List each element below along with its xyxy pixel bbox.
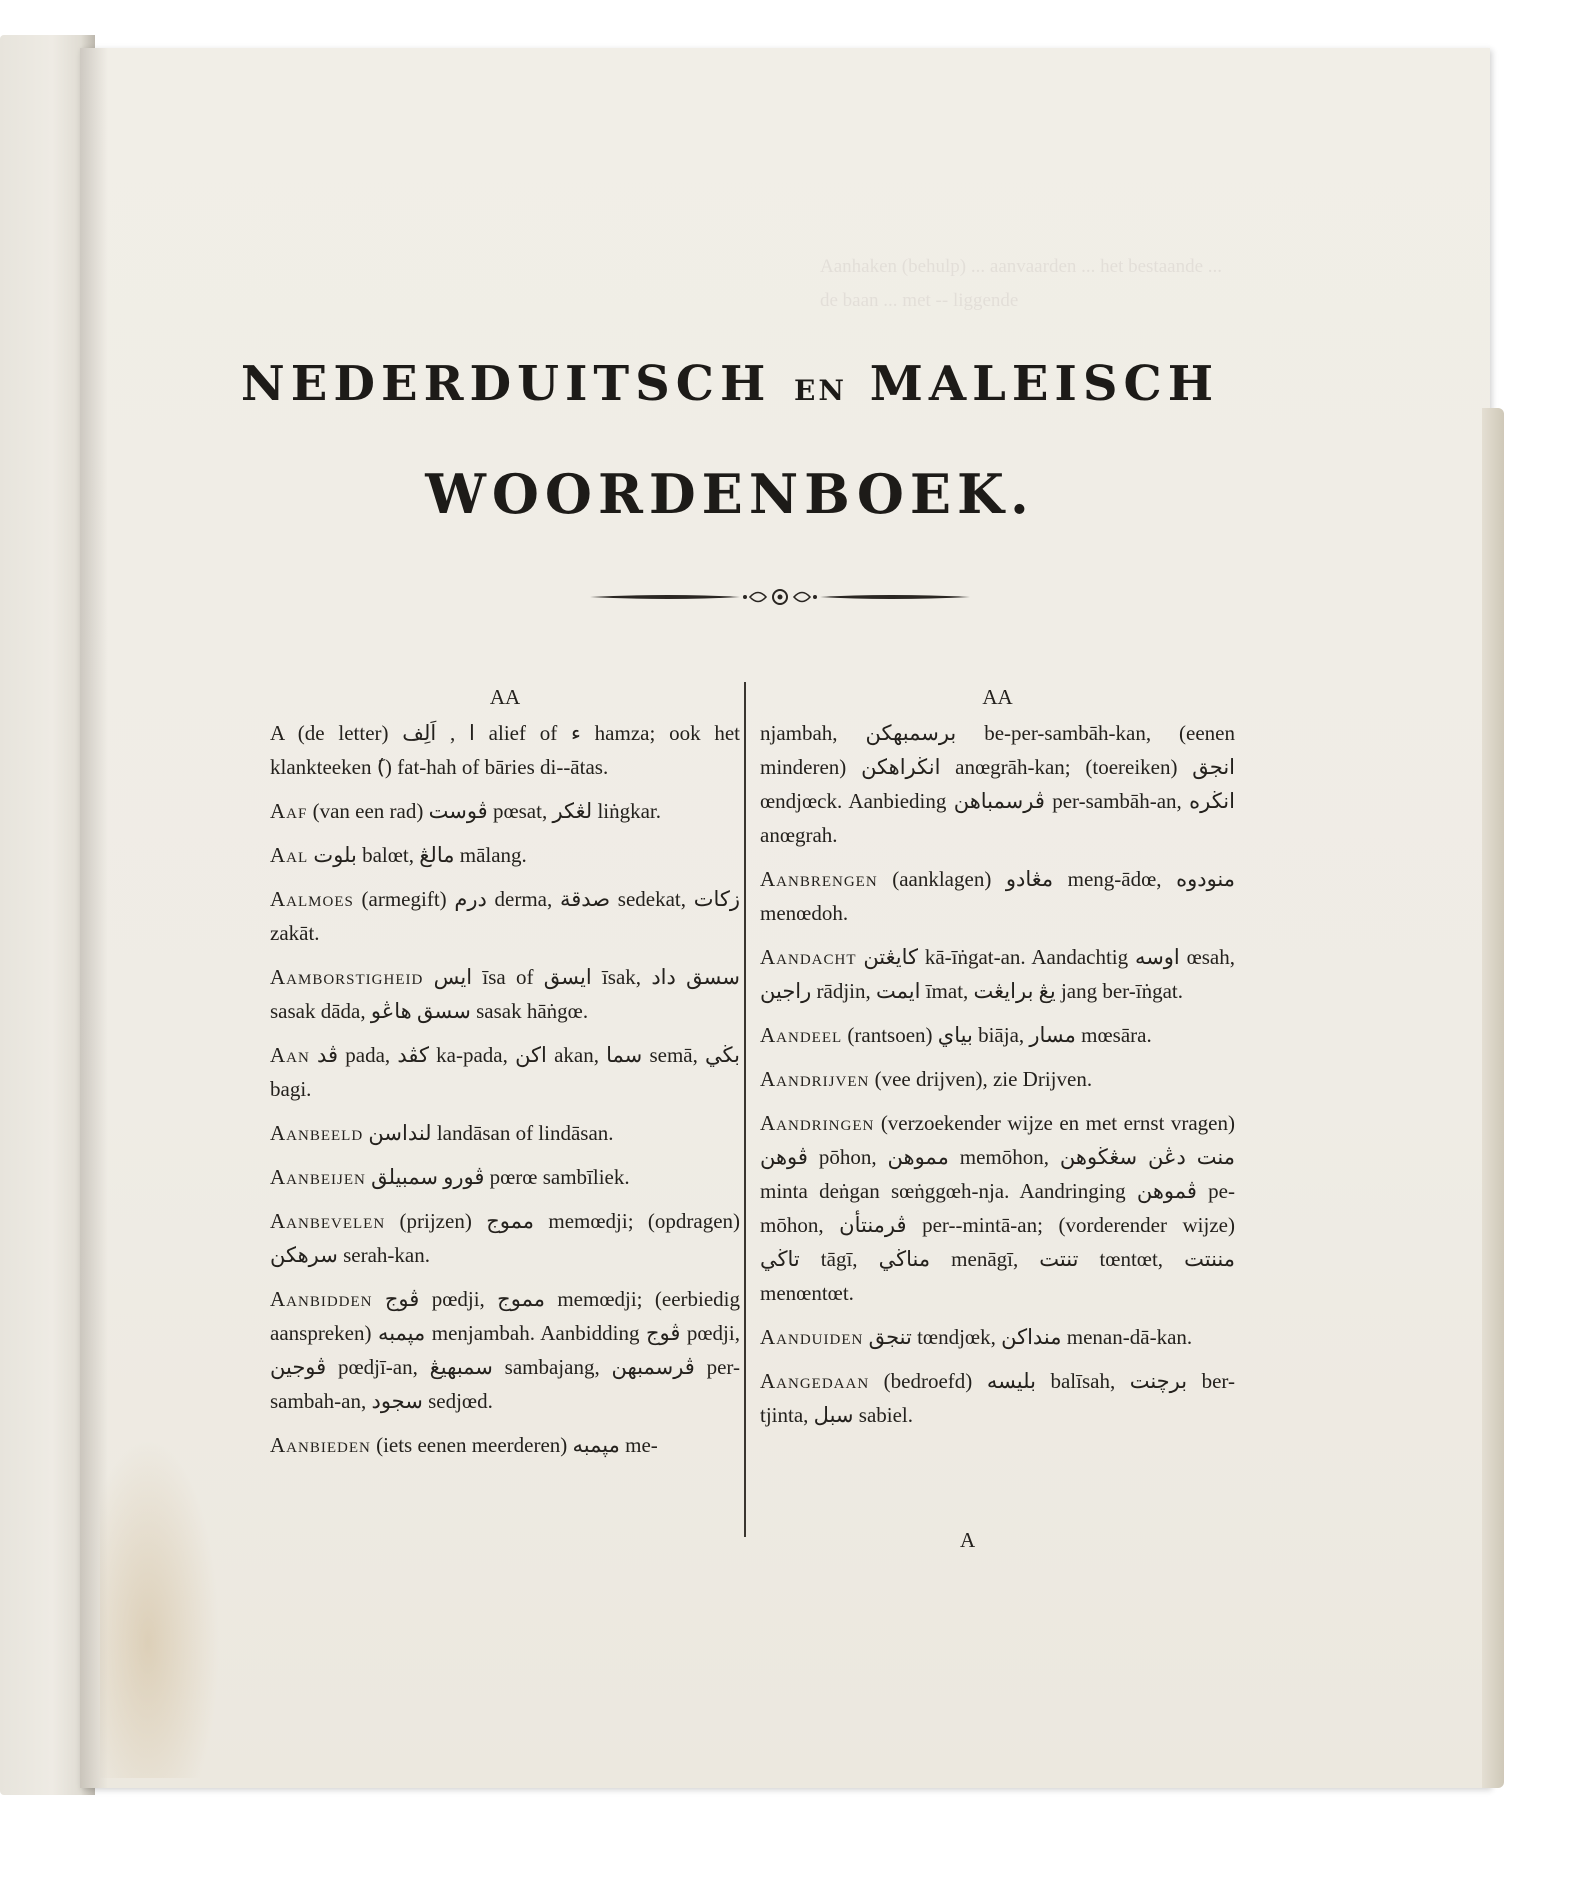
entry-text: (van een rad) ڤوست pœsat, لڠكر liṅgkar. [312, 799, 662, 823]
entry-text: (bedroefd) بليسه balīsah, برچنت ber-tjinta, سبل sabiel. [760, 1369, 1235, 1427]
entry-headword: Aanbeijen [270, 1165, 366, 1189]
entry-headword: Aangedaan [760, 1369, 870, 1393]
dictionary-entry [760, 940, 1235, 1008]
show-through-text: Aanhaken (behulp) ... aanvaarden ... het bestaande ... de baan ... met -- liggende [820, 256, 1222, 311]
entry-headword: Aan [270, 1043, 310, 1067]
column-header-left: AA [489, 685, 521, 709]
dictionary-entry [270, 1428, 740, 1462]
entry-headword: Aalmoes [270, 887, 354, 911]
entry-headword: Aanbieden [270, 1433, 371, 1457]
right-column [760, 680, 1235, 1442]
entry-headword: Aaf [270, 799, 308, 823]
entry-headword: Aandacht [760, 945, 857, 969]
dictionary-entry [760, 1364, 1235, 1432]
entry-text: (aanklagen) مڠادو meng-ādœ, منودوه menœdoh. [760, 867, 1236, 925]
entry-headword: Aandeel [760, 1023, 843, 1047]
entry-headword: Aanduiden [760, 1325, 864, 1349]
entry-text: بلوت balœt, مالڠ mālang. [313, 843, 527, 867]
title-word-nederduitsch: NEDERDUITSCH [240, 356, 772, 412]
entry-headword: Aanbevelen [270, 1209, 386, 1233]
entry-text: ڤوج pœdji, مموج memœdji; (eerbiedig aanspreken) مپمبه menjambah. Aanbidding ڤوج pœdji, ڤوجين pœdjī-an, سمبهيڠ sambajang, ڤرسمبهن per-sambah-an, سجود sedjœd. [270, 1287, 741, 1413]
title-line-1 [190, 356, 1270, 412]
page-fore-edge [1482, 408, 1504, 1788]
entry-headword: Aandringen [760, 1111, 875, 1135]
entry-text: لنداسن landāsan of lindāsan. [368, 1121, 614, 1145]
title-word-en: EN [794, 374, 847, 407]
dictionary-entry [270, 1282, 740, 1418]
entry-headword: Aandrijven [760, 1067, 870, 1091]
entry-headword: Aal [270, 843, 309, 867]
dictionary-entry [270, 1204, 740, 1272]
title-line-2: WOORDENBOEK. [425, 462, 1035, 526]
entry-text: njambah, برسمبهکن be-per-sambāh-kan, (eenen minderen) انڬراهکن anœgrāh-kan; (toereiken) انجق œndjœck. Aanbieding ڤرسمباهن per-sambāh-an, انڬره anœgrah. [760, 721, 1236, 847]
entry-text: (prijzen) مموج memœdji; (opdragen) سرهکن serah-kan. [270, 1209, 741, 1267]
entry-text: (rantsoen) بياي biāja, مسار mœsāra. [847, 1023, 1152, 1047]
entry-text: (iets eenen meerderen) مپمبه me- [376, 1433, 658, 1457]
signature-mark: A [960, 1528, 976, 1552]
dictionary-entry [760, 862, 1235, 930]
entry-headword: Aamborstigheid [270, 965, 424, 989]
dictionary-entry [270, 1038, 740, 1106]
entry-text: ڤد pada, کڤد ka-pada, اکن akan, سما semā, بڬي bagi. [270, 1043, 740, 1101]
entry-text: (verzoekender wijze en met ernst vragen) ڤوهن pōhon, مموهن memōhon, منت دڠن سڠڬوهن minta deṅgan sœṅggœh-nja. Aandringing ڤموهن pe-mōhon, ڤرمنتأن per--mintā-an; (vorderender wijze) تاڬي tāgī, مناڬي menāgī, تنتت tœntœt, مننتت menœntœt. [760, 1111, 1236, 1305]
dictionary-entry [760, 716, 1235, 852]
column-header-right: AA [982, 685, 1013, 709]
entry-headword: Aanbrengen [760, 867, 878, 891]
dictionary-entry [760, 1018, 1235, 1052]
title-word-maleisch: MALEISCH [869, 356, 1220, 412]
entry-headword: Aanbidden [270, 1287, 373, 1311]
entry-text: A (de letter) ا , اَلِف alief of ء hamza; ook het klankteeken (َ) fat-hah of bāries di--ātas. [270, 721, 740, 779]
dictionary-entry [270, 960, 740, 1028]
dictionary-entry [270, 794, 740, 828]
entry-text: (vee drijven), zie Drijven. [874, 1067, 1093, 1091]
entry-text: ايس īsa of ايسق īsak, سسق داد sasak dāda, سسق هاڠو sasak hāṅgœ. [270, 965, 740, 1023]
ornament-divider [590, 585, 970, 609]
dictionary-entry [270, 838, 740, 872]
dictionary-entry [270, 1116, 740, 1150]
entry-text: ڤورو سمبيلق pœrœ sambīliek. [371, 1165, 630, 1189]
dictionary-entry [760, 1320, 1235, 1354]
dictionary-entry [270, 716, 740, 784]
entry-text: کايڠتن kā-īṅgat-an. Aandachtig اوسه œsah, راجين rādjin, ايمت īmat, يڠ برايڠت jang ber-īṅgat. [760, 945, 1235, 1003]
entry-text: (armegift) درم derma, صدقة sedekat, زكات zakāt. [270, 887, 740, 945]
left-column [270, 680, 740, 1472]
dictionary-entry [270, 1160, 740, 1194]
entry-text: تنجق tœndjœk, منداکن menan-dā-kan. [868, 1325, 1193, 1349]
entry-headword: Aanbeeld [270, 1121, 364, 1145]
page-stain [100, 1438, 220, 1778]
dictionary-entry [760, 1106, 1235, 1310]
column-divider [744, 682, 746, 1537]
dictionary-entry [760, 1062, 1235, 1096]
dictionary-entry [270, 882, 740, 950]
